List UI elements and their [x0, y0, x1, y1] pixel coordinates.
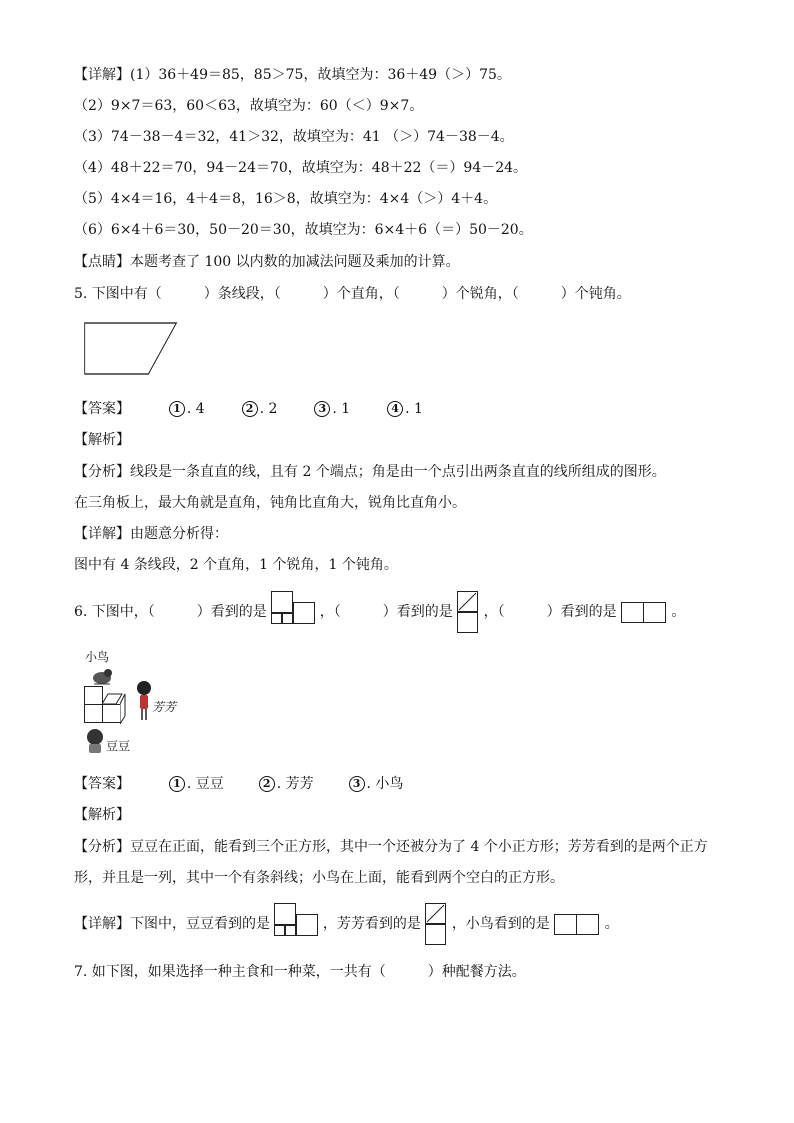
- q5-answer-4: 4 . 1: [387, 399, 423, 419]
- top-view-icon: [554, 914, 600, 934]
- front-view-icon: [274, 917, 318, 931]
- q6-analysis-2: 形，并且是一列，其中一个有条斜线；小鸟在上面，能看到两个空白的正方形。: [74, 870, 564, 886]
- detail-line-5: （5）4×4＝16，4＋4＝8，16＞8，故填空为：4×4（＞）4＋4。: [74, 191, 498, 207]
- q5-jiexi: 【解析】: [74, 432, 130, 448]
- q5-analysis-2: 在三角板上，最大角就是直角，钝角比直角大，锐角比直角小。: [74, 495, 466, 511]
- question-5: 5. 下图中有（ ）条线段，（ ）个直角，（ ）个锐角，（ ）个钝角。: [74, 286, 631, 302]
- q6-detail: 【详解】下图中，豆豆看到的是 ，芳芳看到的是 ，小鸟看到的是 。: [74, 914, 619, 934]
- front-view-icon: [271, 605, 315, 619]
- trapezoid-figure: [84, 321, 178, 377]
- q5-answer-1: 1 . 4: [169, 399, 205, 419]
- q5-answer-3: 3 . 1: [314, 399, 350, 419]
- q6-answer-1: 1 . 豆豆: [169, 774, 224, 794]
- q5-analysis-1: 【分析】线段是一条直直的线，且有 2 个端点；角是由一个点引出两条直直的线所组成的图形。: [74, 464, 666, 480]
- detail-line-6: （6）6×4＋6＝30，50－20＝30，故填空为：6×4＋6（＝）50－20。: [74, 222, 533, 238]
- q5-answer-2: 2 . 2: [242, 399, 278, 419]
- detail-line-1: 【详解】(1）36＋49＝85，85＞75，故填空为：36＋49（＞）75。: [74, 67, 511, 83]
- q5-detail-head: 【详解】由题意分析得：: [74, 526, 228, 542]
- q6-analysis-1: 【分析】豆豆在正面，能看到三个正方形，其中一个还被分为了 4 个小正方形；芳芳看到的是两个正方: [74, 839, 708, 855]
- side-view-icon: [425, 917, 447, 931]
- detail-line-3: （3）74－38－4＝32，41＞32，故填空为：41 （＞）74－38－4。: [74, 129, 514, 145]
- bird-icon: [88, 666, 116, 686]
- detail-line-2: （2）9×7＝63，60＜63，故填空为：60（＜）9×7。: [74, 98, 424, 114]
- q6-answer-3: 3 . 小鸟: [349, 774, 404, 794]
- boy-icon: [84, 728, 106, 754]
- q6-scene-figure: [80, 648, 190, 758]
- remark-line: 【点睛】本题考查了 100 以内数的加减法问题及乘加的计算。: [74, 254, 460, 270]
- girl-icon: [134, 680, 154, 722]
- girl-label: 芳芳: [152, 700, 177, 714]
- q6-jiexi: 【解析】: [74, 807, 130, 823]
- question-7: 7. 如下图，如果选择一种主食和一种菜，一共有（ ）种配餐方法。: [74, 964, 526, 980]
- answer-label: 【答案】: [74, 401, 130, 417]
- q5-detail-body: 图中有 4 条线段，2 个直角，1 个锐角，1 个钝角。: [74, 557, 398, 573]
- question-6: 6. 下图中，（ ）看到的是 ，（ ）看到的是 ，（ ）看到的是 。: [74, 602, 686, 622]
- side-view-icon: [457, 605, 479, 619]
- q6-answer-2: 2 . 芳芳: [259, 774, 314, 794]
- bird-label: 小鸟: [85, 650, 110, 664]
- answer-label: 【答案】: [74, 776, 130, 792]
- q5-answer-row: [74, 399, 423, 419]
- q6-answer-row: [74, 774, 403, 794]
- detail-line-4: （4）48＋22＝70，94－24＝70，故填空为：48＋22（＝）94－24。: [74, 160, 528, 176]
- boy-label: 豆豆: [106, 739, 131, 753]
- top-view-icon: [621, 602, 667, 622]
